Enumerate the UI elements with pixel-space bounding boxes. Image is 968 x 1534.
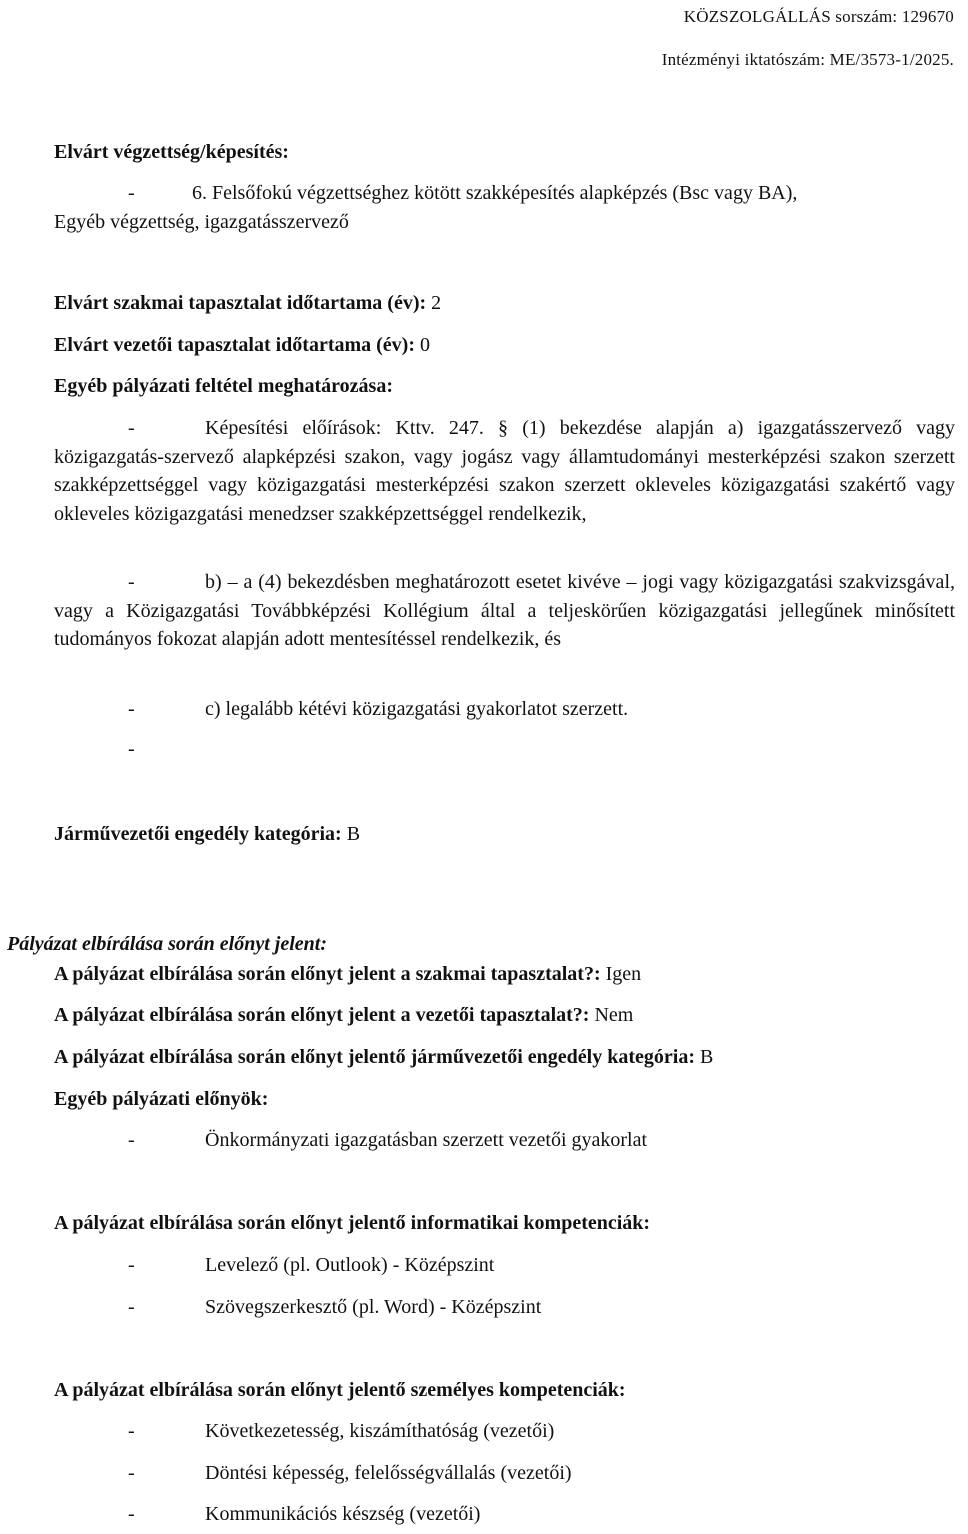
list-dash: - — [128, 571, 135, 593]
list-dash: - — [128, 1462, 135, 1484]
list-dash: - — [128, 1503, 135, 1525]
list-dash: - — [128, 1420, 135, 1442]
education-item-line1: 6. Felsőfokú végzettséghez kötött szakképesítés alapképzés (Bsc vagy BA), — [192, 182, 798, 204]
filing-number: Intézményi iktatószám: ME/3573-1/2025. — [661, 50, 954, 69]
education-item-line2: Egyéb végzettség, igazgatásszervező — [54, 211, 349, 233]
list-dash: - — [128, 182, 135, 204]
other-advantage-item: Önkormányzati igazgatásban szerzett vezetői gyakorlat — [205, 1129, 648, 1151]
personal-competency-item: Döntési képesség, felelősségvállalás (vezetői) — [205, 1462, 572, 1484]
personal-competencies-label: A pályázat elbírálása során előnyt jelentő személyes kompetenciák: — [54, 1379, 626, 1401]
driving-license-label: Járművezetői engedély kategória: — [54, 823, 342, 845]
personal-competency-item: Kommunikációs készség (vezetői) — [205, 1503, 481, 1525]
professional-experience-row — [54, 292, 441, 315]
advantage-professional-label: A pályázat elbírálása során előnyt jelent a szakmai tapasztalat?: — [54, 963, 601, 985]
advantage-leadership-label: A pályázat elbírálása során előnyt jelent a vezetői tapasztalat?: — [54, 1004, 590, 1026]
driving-license-value: B — [346, 823, 361, 845]
list-dash: - — [128, 1296, 135, 1318]
condition-item-c: c) legalább kétévi közigazgatási gyakorlatot szerzett. — [205, 698, 629, 720]
leadership-experience-value: 0 — [420, 334, 430, 356]
leadership-experience-row — [54, 334, 430, 357]
list-dash: - — [128, 698, 135, 720]
other-conditions-label: Egyéb pályázati feltétel meghatározása: — [54, 375, 393, 397]
personal-competency-item: Következetesség, kiszámíthatóság (vezetői) — [205, 1420, 555, 1442]
driving-license-row — [54, 823, 360, 846]
condition-item-a: Képesítési előírások: Kttv. 247. § (1) bekezdése alapján a) igazgatásszervező vagy közigazgatás-szervező alapképzési szakon, vagy jogász vagy államtudományi mesterképzési szakon szerzett szakképzettséggel vagy közigazgatási mesterképzési szakon szerzett okleveles közigazgatási szakértő vagy okleveles közigazgatási menedzser szakképzettséggel rendelkezik, — [54, 417, 955, 525]
condition-item-b: b) – a (4) bekezdésben meghatározott esetet kivéve – jogi vagy közigazgatási szakvizsgával, vagy a Közigazgatási Továbbképzési Kollégium által a teljeskörűen közigazgatási jellegűnek minősített tudományos fokozat alapján adott mentesítéssel rendelkezik, és — [54, 571, 955, 650]
other-advantages-label: Egyéb pályázati előnyök: — [54, 1088, 269, 1110]
advantage-license-row — [54, 1046, 713, 1069]
leadership-experience-label: Elvárt vezetői tapasztalat időtartama (év): — [54, 334, 415, 356]
it-competency-item: Levelező (pl. Outlook) - Középszint — [205, 1254, 495, 1276]
list-dash: - — [128, 1129, 135, 1151]
advantages-section-title: Pályázat elbírálása során előnyt jelent: — [7, 933, 327, 955]
advantage-leadership-row — [54, 1004, 633, 1027]
document-serial-number: KÖZSZOLGÁLLÁS sorszám: 129670 — [683, 7, 954, 26]
advantage-license-value: B — [700, 1046, 714, 1068]
list-dash: - — [128, 1254, 135, 1276]
education-label: Elvárt végzettség/képesítés: — [54, 141, 289, 163]
it-competency-item: Szövegszerkesztő (pl. Word) - Középszint — [205, 1296, 542, 1318]
advantage-leadership-value: Nem — [594, 1004, 634, 1026]
list-dash: - — [128, 417, 135, 439]
professional-experience-label: Elvárt szakmai tapasztalat időtartama (év): — [54, 292, 427, 314]
advantage-professional-row — [54, 963, 641, 986]
advantage-license-label: A pályázat elbírálása során előnyt jelentő járművezetői engedély kategória: — [54, 1046, 695, 1068]
advantage-professional-value: Igen — [605, 963, 642, 985]
list-dash-empty: - — [128, 738, 135, 760]
professional-experience-value: 2 — [431, 292, 442, 314]
it-competencies-label: A pályázat elbírálása során előnyt jelentő informatikai kompetenciák: — [54, 1212, 651, 1234]
